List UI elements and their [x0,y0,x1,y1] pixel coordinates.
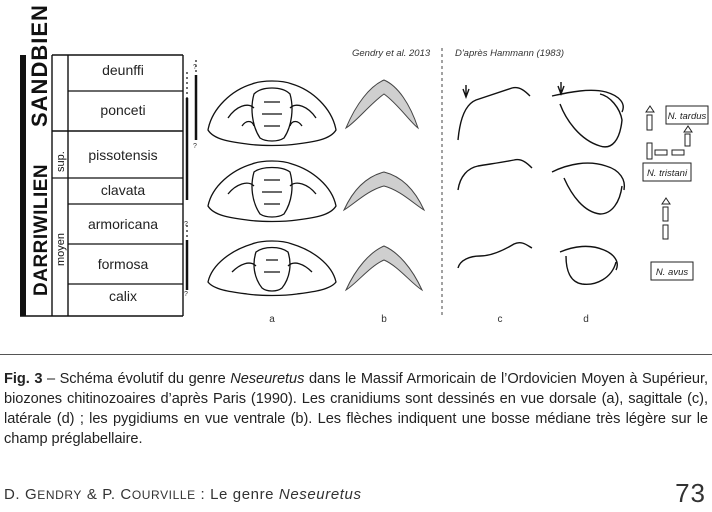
footer-author-initial-2: P. C [102,486,132,503]
stage-label-darriwilien: DARRIWILIEN [31,163,52,296]
lineage-segment [655,150,667,155]
biozone-deunffi: deunffi [102,62,144,78]
cranidium-drawing [208,241,336,296]
source-hammann: D'après Hammann (1983) [455,48,564,59]
species-label-avus: N. avus [655,267,689,278]
lineage-segment [685,134,690,146]
arrow-icon [463,85,469,97]
range-question-mark: ? [193,64,197,71]
stage-bars [20,55,26,316]
species-labels [647,111,707,278]
lineage-segment [647,115,652,130]
panel-label-c: c [497,314,503,325]
lateral-view [552,163,624,214]
lineage-segment [663,207,668,221]
footer-title: Le genre [210,486,279,503]
footer-separator: : [195,486,211,503]
sagittal-profile [458,160,532,190]
caption-genus: Neseuretus [230,371,305,387]
biozone-pissotensis: pissotensis [88,147,158,163]
lateral-view-drawings [552,82,624,284]
biozone-labels [88,62,158,304]
pygidium-drawing [346,246,422,290]
cranidium-drawing [208,161,336,222]
lineage-segment [672,150,684,155]
pygidium-drawing [346,80,418,128]
lateral-view [552,90,623,147]
panel-label-d: d [583,314,589,325]
pygidium-drawing [344,172,424,210]
caption-label: Fig. 3 [4,371,43,387]
species-lineage [643,106,708,280]
biozone-formosa: formosa [97,256,149,272]
sagittal-profile-drawings [458,85,532,268]
footer-author-rest-1: ENDRY [37,488,83,502]
panel-label-b: b [381,314,387,325]
running-footer [4,486,362,503]
footer-title-genus: Neseuretus [278,486,362,503]
panel-label-a: a [269,314,275,325]
footer-ampersand: & [82,486,103,503]
substage-label-moyen: moyen [55,232,67,266]
arrow-icon [558,82,564,94]
lineage-segment [647,143,652,159]
caption-text-2: dans le Massif Armoricain de l’Ordovicien Moyen à Supérieur, biozones chitinozoaires d’après Paris (1990). Les cranidiums sont dessinés en vue dorsale (a), sagittale (c), latérale (d) ; les pygidiums en vue ventrale (b). Les flèches indiquent une bosse médiane très légère sur le champ préglabellaire. [4,371,709,447]
range-question-mark: ? [193,143,197,150]
footer-author-initial-1: D. G [4,486,38,503]
caption-text-1: Schéma évolutif du genre [59,371,231,387]
panel-labels [269,314,589,325]
range-question-mark: ? [184,221,188,228]
substage-label-sup: sup. [55,151,67,172]
footer-author-rest-2: OURVILLE [131,488,196,502]
biozone-calix: calix [108,288,138,304]
lineage-segment [663,225,668,239]
range-question-mark: ? [184,291,188,298]
caption-top-rule [0,354,712,355]
sagittal-profile [458,243,532,268]
species-label-tristani: N. tristani [646,168,688,179]
biozone-clavata: clavata [100,182,146,198]
sagittal-profile [458,88,530,140]
biozone-armoricana: armoricana [87,216,159,232]
pygidium-drawings [344,80,424,290]
lineage-arrow-icon [684,126,692,132]
caption-dash: – [42,371,60,387]
species-label-tardus: N. tardus [667,111,707,122]
page-number: 73 [675,478,706,508]
lineage-arrow-icon [646,106,654,112]
lineage-arrow-icon [662,198,670,204]
range-bars [187,60,196,290]
figure-caption [4,369,708,449]
stage-label-sandbien: SANDBIEN [27,4,52,127]
source-gendry: Gendry et al. 2013 [352,48,431,59]
cranidium-drawing [208,81,336,146]
biozone-ponceti: ponceti [100,102,146,118]
lateral-view [560,246,617,284]
cranidium-dorsal-drawings [208,81,336,296]
